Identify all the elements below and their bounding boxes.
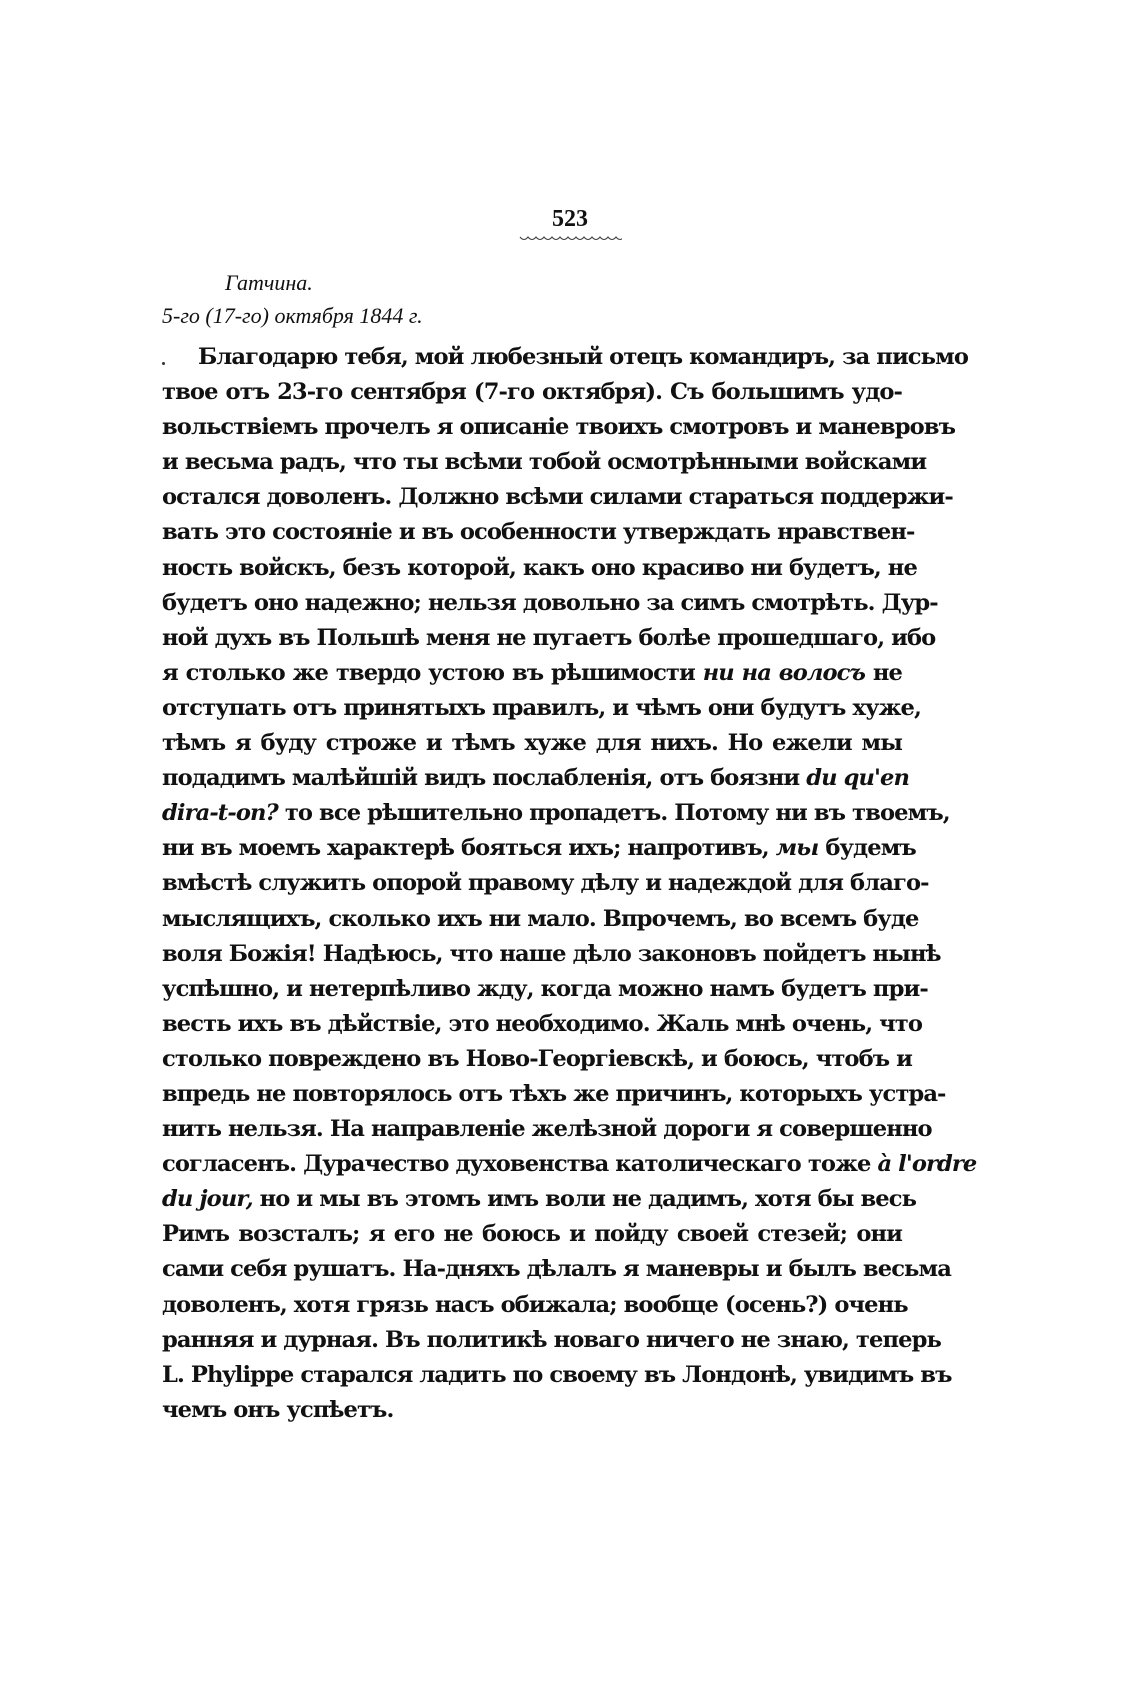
text-span: успѣшно, и нетерпѣливо жду, когда можно намъ будетъ при- [162,975,928,1002]
text-span: чемъ онъ успѣетъ. [162,1396,394,1423]
text-line [162,515,915,550]
text-line [162,1182,917,1217]
text-line [162,866,929,901]
text-span: не [865,659,903,686]
text-line [162,1007,923,1042]
text-line [162,656,902,691]
italic-phrase: du qu'en [806,765,910,792]
text-line [162,551,917,586]
text-span: весть ихъ въ дѣйствіе, это необходимо. Жаль мнѣ очень, что [162,1010,923,1037]
italic-phrase: мы [775,835,819,862]
text-span: вать это состояніе и въ особенности утверждать нравствен- [162,519,915,546]
text-line [162,1147,977,1182]
text-line [162,1358,952,1393]
text-span: согласенъ. Дурачество духовенства католическаго тоже [162,1151,878,1178]
text-line [162,1252,951,1287]
letter-place: Гатчина. [225,270,313,295]
text-span: отступать отъ принятыхъ правилъ, и чѣмъ они будутъ хуже, [162,694,921,721]
text-span: вмѣстѣ служить опорой правому дѣлу и надеждой для благо- [162,870,929,897]
text-span: ни въ моемъ характерѣ бояться ихъ; напротивъ, [162,835,776,862]
text-span: будетъ оно надежно; нельзя довольно за симъ смотрѣть. Дур- [162,589,938,616]
text-span: но и мы въ этомъ имъ воли не дадимъ, хотя бы весь [252,1186,917,1213]
text-line [162,1217,902,1252]
text-line [162,831,916,866]
text-line [162,1112,932,1147]
text-span: и весьма радъ, что ты всѣми тобой осмотрѣнными войсками [162,449,927,476]
text-span: доволенъ, хотя грязь насъ обижала; вообще (осень?) очень [162,1291,908,1318]
italic-phrase: à l'ordre [877,1151,977,1178]
letter-body [162,340,977,1428]
text-line [162,1077,946,1112]
text-line [162,902,919,937]
text-span: Благодарю тебя, мой любезный отецъ командиръ, за письмо [198,344,968,370]
text-line [162,796,950,831]
text-line [162,621,936,656]
text-span: нить нельзя. На направленіе желѣзной дороги я совершенно [162,1116,932,1143]
text-line [162,1042,913,1077]
text-span: будемъ [818,835,916,862]
text-span: ной духъ въ Польшѣ меня не пугаетъ болѣе прошедшаго, ибо [162,624,936,651]
text-span: L. Phylippe старался ладить по своему въ Лондонѣ, увидимъ въ [162,1361,952,1388]
text-span: твое отъ 23-го сентября (7-го октября). Съ большимъ удо- [162,379,902,406]
text-span: ранняя и дурная. Въ политикѣ новаго ничего не знаю, теперь [162,1326,941,1353]
text-line [162,761,910,796]
text-line [162,445,927,480]
text-span: то все рѣшительно пропадетъ. Потому ни въ твоемъ, [277,800,950,827]
text-line [162,937,941,972]
text-span: впредь не повторялось отъ тѣхъ же причинъ, которыхъ устра- [162,1080,946,1107]
text-span: вольствіемъ прочелъ я описаніе твоихъ смотровъ и маневровъ [162,414,956,441]
text-line [162,1323,941,1358]
page-number-ornament [518,234,622,244]
text-span: ность войскъ, безъ которой, какъ оно красиво ни будетъ, не [162,554,917,581]
text-line [162,375,902,410]
text-line [162,1288,908,1323]
text-line [162,340,968,375]
text-span: остался доволенъ. Должно всѣми силами стараться поддержи- [162,484,953,511]
text-line [162,972,928,1007]
text-span: столько повреждено въ Ново-Георгіевскѣ, и боюсь, чтобъ и [162,1045,913,1072]
text-line [162,410,956,445]
text-span: я столько же твердо устою въ рѣшимости [162,659,703,686]
text-line [162,691,921,726]
text-span: мыслящихъ, сколько ихъ ни мало. Впрочемъ, во всемъ буде [162,905,919,932]
text-line [162,586,938,621]
text-line [162,480,953,515]
italic-phrase: ни на волосъ [702,659,866,686]
text-span: сами себя рушатъ. На-дняхъ дѣлалъ я маневры и былъ весьма [162,1256,951,1283]
text-span: воля Божія! Надѣюсь, что наше дѣло законовъ пойдетъ нынѣ [162,940,941,967]
page-number: 523 [552,206,588,232]
text-span: Римъ возсталъ; я его не боюсь и пойду своей стезей; они [162,1221,902,1248]
text-span: тѣмъ я буду строже и тѣмъ хуже для нихъ. Но ежели мы [162,730,902,757]
italic-phrase: dira-t-on? [162,800,278,827]
italic-phrase: du jour, [162,1186,253,1213]
text-line [162,726,902,761]
text-span: подадимъ малѣйшій видъ послабленія, отъ боязни [162,765,807,792]
letter-date: 5-го (17-го) октября 1844 г. [162,303,423,328]
text-line [162,1393,902,1428]
